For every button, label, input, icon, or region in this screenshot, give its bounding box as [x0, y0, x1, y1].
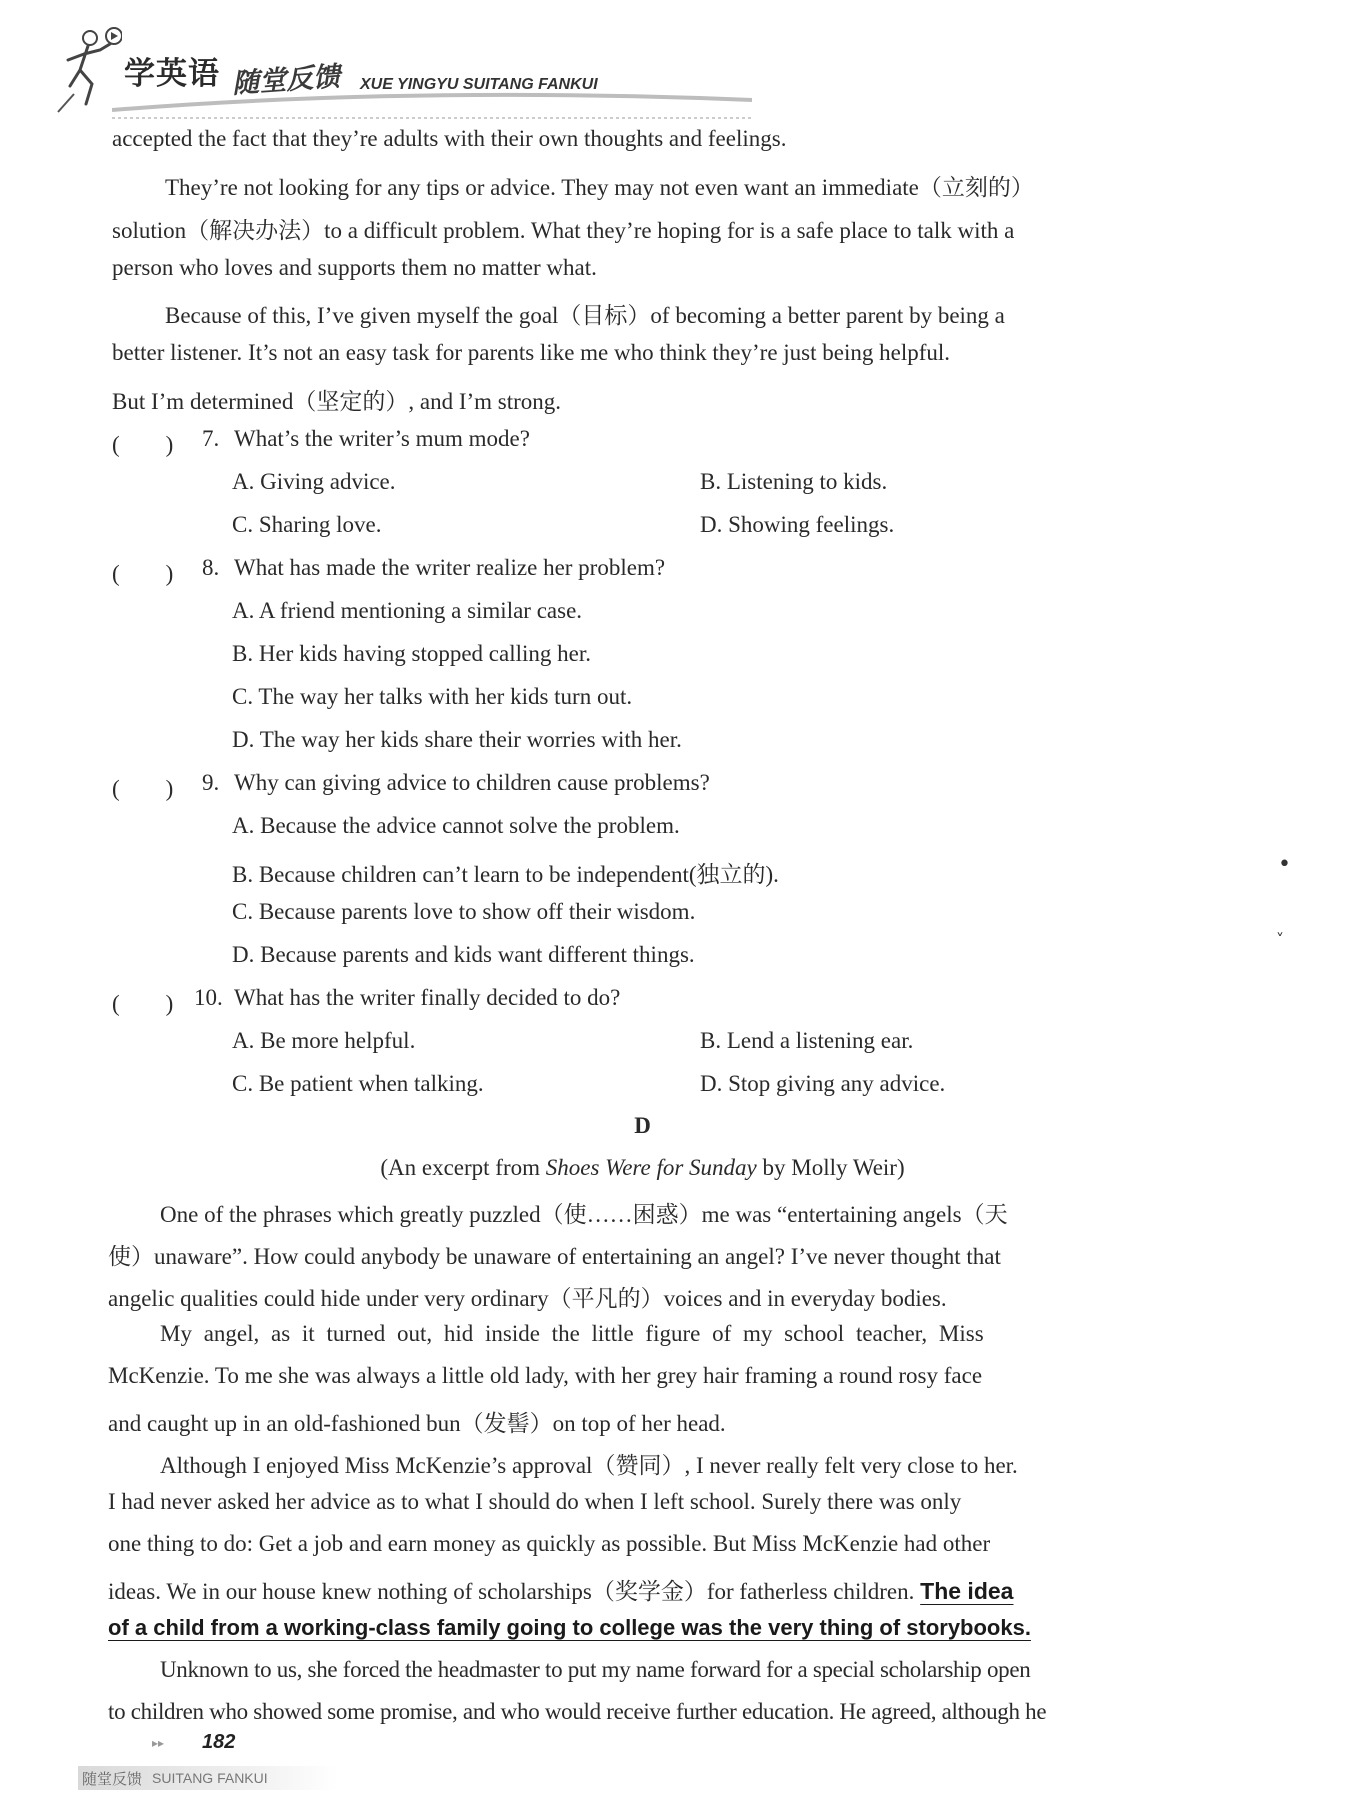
option-c[interactable]: C. Because parents love to show off their wisdom.: [232, 899, 696, 924]
question-number: 8.: [202, 555, 220, 580]
passage-line: Because of this, I’ve given myself the goal（目标）of becoming a better parent by being a: [165, 303, 1005, 328]
arrow-icon: ▸▸: [152, 1736, 165, 1750]
passage-line: I had never asked her advice as to what I should do when I left school. Surely there was only: [108, 1489, 962, 1514]
section-letter: D: [634, 1113, 651, 1138]
source-suffix: by Molly Weir): [756, 1155, 905, 1180]
option-b[interactable]: B. Listening to kids.: [700, 469, 888, 494]
question-stem: What has the writer finally decided to do?: [234, 985, 621, 1010]
passage-line: one thing to do: Get a job and earn money as quickly as possible. But Miss McKenzie had other: [108, 1531, 991, 1556]
answer-bracket[interactable]: ( ): [112, 561, 174, 586]
page-footer: [66, 1728, 366, 1798]
passage-line: angelic qualities could hide under very ordinary（平凡的）voices and in everyday bodies.: [108, 1286, 947, 1311]
passage-line: Although I enjoyed Miss McKenzie’s approval（赞同）, I never really felt very close to her.: [160, 1453, 1018, 1478]
answer-bracket[interactable]: ( ): [112, 776, 174, 801]
question-number: 7.: [202, 426, 220, 451]
margin-mark: ˅: [1276, 930, 1284, 949]
question-number: 10.: [194, 985, 223, 1010]
question-number: 9.: [202, 770, 220, 795]
option-a[interactable]: A. A friend mentioning a similar case.: [232, 598, 583, 623]
excerpt-source: [0, 1155, 1285, 1181]
option-d[interactable]: D. The way her kids share their worries with her.: [232, 727, 682, 752]
answer-bracket[interactable]: ( ): [112, 991, 174, 1016]
passage-line: accepted the fact that they’re adults with their own thoughts and feelings.: [112, 126, 787, 151]
option-b[interactable]: B. Because children can’t learn to be independent(独立的).: [232, 862, 779, 887]
question-stem: Why can giving advice to children cause problems?: [234, 770, 710, 795]
option-d[interactable]: D. Stop giving any advice.: [700, 1071, 946, 1096]
page-number: 182: [202, 1731, 236, 1753]
passage-line: They’re not looking for any tips or advice. They may not even want an immediate（立刻的）: [165, 175, 1034, 200]
page-header: [52, 18, 1132, 118]
source-prefix: (An excerpt from: [380, 1155, 546, 1180]
highlighted-sentence: of a child from a working-class family going to college was the very thing of storybooks.: [108, 1615, 1031, 1640]
question-stem: What has made the writer realize her problem?: [234, 555, 666, 580]
passage-line: 使）unaware”. How could anybody be unaware of entertaining an angel? I’ve never thought that: [108, 1244, 1001, 1269]
passage-line: My angel, as it turned out, hid inside the little figure of my school teacher, Miss: [160, 1321, 984, 1346]
option-a[interactable]: A. Because the advice cannot solve the problem.: [232, 813, 680, 838]
option-a[interactable]: A. Be more helpful.: [232, 1028, 416, 1053]
margin-mark: •: [1278, 852, 1291, 877]
section-heading: [0, 1113, 1285, 1139]
footer-label-cn: 随堂反馈: [82, 1770, 143, 1788]
option-c[interactable]: C. The way her talks with her kids turn out.: [232, 684, 633, 709]
brand-subtitle-cn: 随堂反馈: [231, 61, 342, 100]
highlighted-sentence: The idea: [920, 1578, 1014, 1604]
passage-line: person who loves and supports them no matter what.: [112, 255, 597, 280]
passage-line: and caught up in an old-fashioned bun（发髻）on top of her head.: [108, 1411, 726, 1436]
brand-title-en: XUE YINGYU SUITANG FANKUI: [360, 76, 598, 93]
question-stem: What’s the writer’s mum mode?: [234, 426, 530, 451]
passage-line: to children who showed some promise, and who would receive further education. He agreed, although he: [108, 1699, 1047, 1724]
option-d[interactable]: D. Because parents and kids want different things.: [232, 942, 695, 967]
option-d[interactable]: D. Showing feelings.: [700, 512, 895, 537]
option-c[interactable]: C. Be patient when talking.: [232, 1071, 484, 1096]
passage-line: McKenzie. To me she was always a little old lady, with her grey hair framing a round rosy face: [108, 1363, 983, 1388]
passage-line: [108, 1573, 1013, 1606]
option-a[interactable]: A. Giving advice.: [232, 469, 396, 494]
passage-line: Unknown to us, she forced the headmaster to put my name forward for a special scholarship open: [160, 1657, 1031, 1682]
option-b[interactable]: B. Lend a listening ear.: [700, 1028, 914, 1053]
brand-title-cn: 学英语: [124, 56, 220, 92]
passage-line: But I’m determined（坚定的）, and I’m strong.: [112, 389, 562, 414]
passage-text: ideas. We in our house knew nothing of scholarships（奖学金）for fatherless children.: [108, 1579, 921, 1604]
passage-line: better listener. It’s not an easy task for parents like me who think they’re just being helpful.: [112, 340, 951, 365]
passage-line: One of the phrases which greatly puzzled（使……困惑）me was “entertaining angels（天: [160, 1202, 1008, 1227]
source-title: Shoes Were for Sunday: [545, 1155, 757, 1180]
answer-bracket[interactable]: ( ): [112, 432, 174, 457]
passage-line: solution（解决办法）to a difficult problem. What they’re hoping for is a safe place to talk with a: [112, 218, 1015, 243]
option-c[interactable]: C. Sharing love.: [232, 512, 382, 537]
footer-label-en: SUITANG FANKUI: [152, 1770, 268, 1786]
option-b[interactable]: B. Her kids having stopped calling her.: [232, 641, 591, 666]
